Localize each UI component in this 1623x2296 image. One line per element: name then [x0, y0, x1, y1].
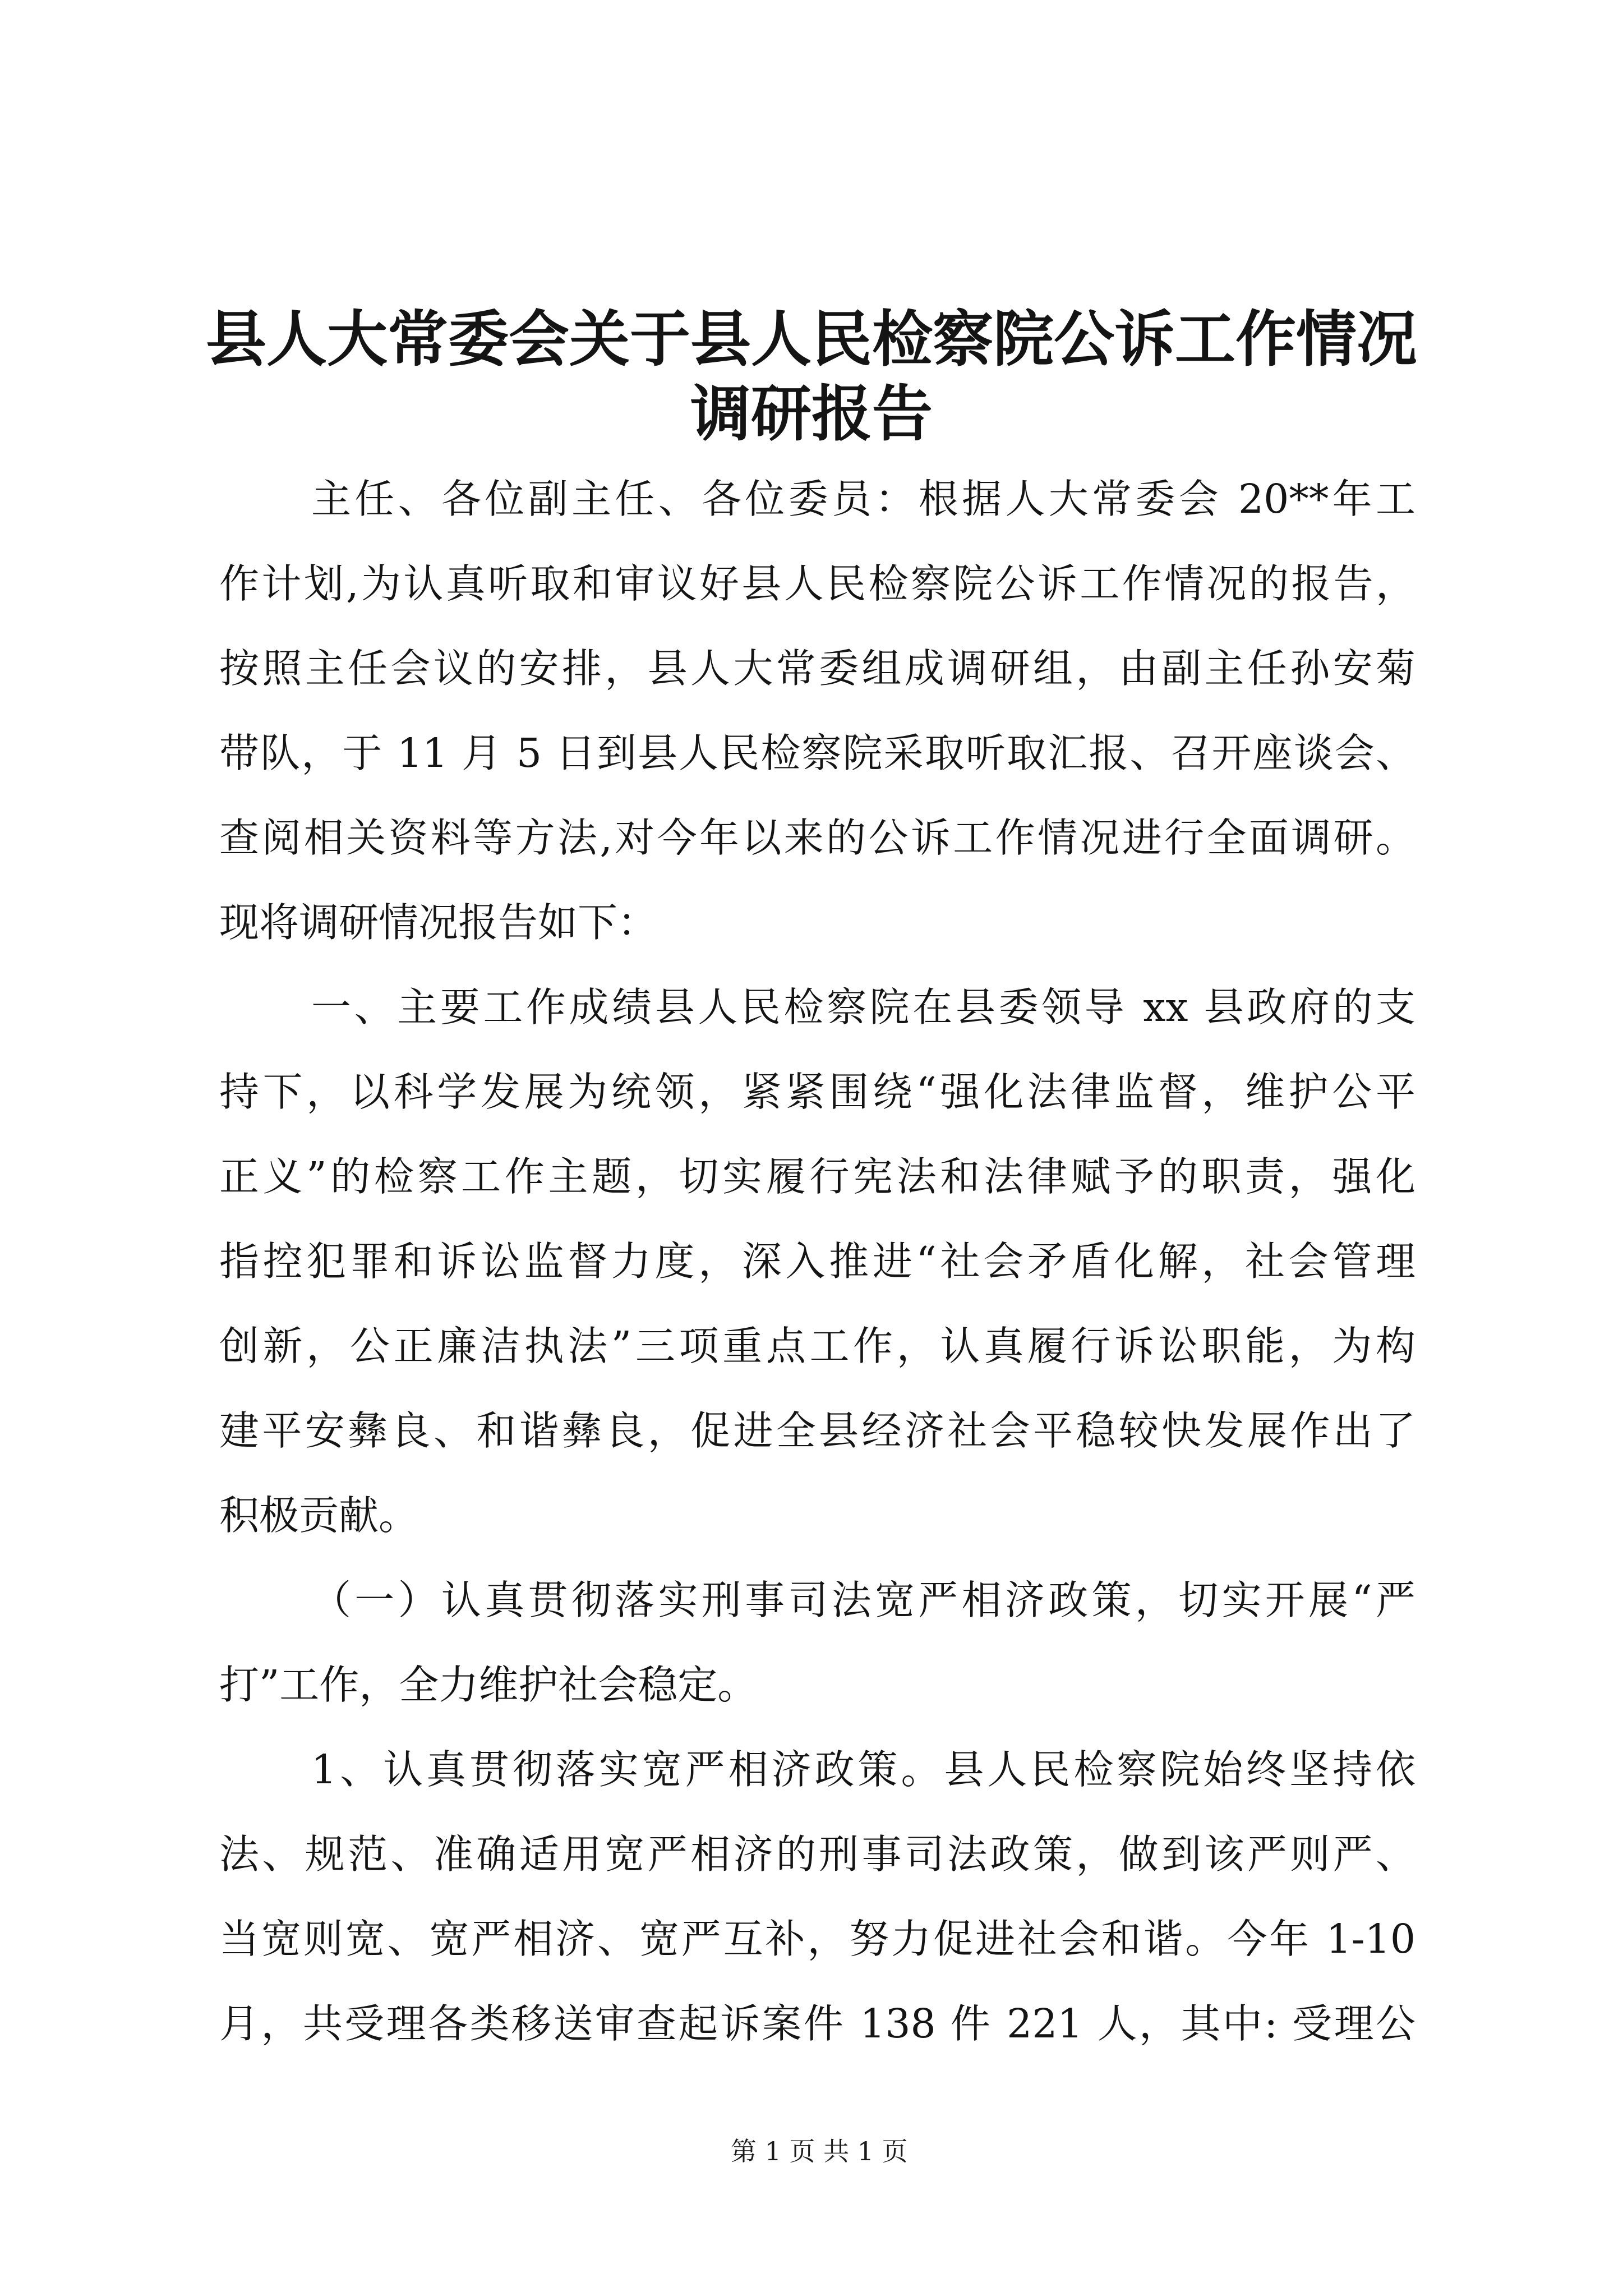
text-line: 作计划,为认真听取和审议好县人民检察院公诉工作情况的报告， [219, 560, 1415, 607]
text-line: 主任、各位副主任、各位委员：根据人大常委会 20**年工 [311, 476, 1415, 522]
text-line: 一、主要工作成绩县人民检察院在县委领导 xx 县政府的支 [311, 984, 1415, 1030]
text-line: 查阅相关资料等方法,对今年以来的公诉工作情况进行全面调研。 [219, 815, 1415, 861]
paragraph [219, 457, 1415, 965]
text-line: 建平安彝良、和谐彝良，促进全县经济社会平稳较快发展作出了 [219, 1407, 1415, 1454]
text-line: 积极贡献。 [219, 1492, 419, 1539]
text-line: 打”工作，全力维护社会稳定。 [219, 1662, 758, 1708]
paragraph [219, 965, 1415, 1558]
paragraph [219, 1727, 1415, 2066]
text-line: 正义”的检察工作主题，切实履行宪法和法律赋予的职责，强化 [219, 1153, 1415, 1200]
text-line: 法、规范、准确适用宽严相济的刑事司法政策，做到该严则严、 [219, 1831, 1415, 1878]
text-line: 当宽则宽、宽严相济、宽严互补，努力促进社会和谐。今年 1-10 [219, 1916, 1415, 1962]
text-line: （一）认真贯彻落实刑事司法宽严相济政策，切实开展“严 [311, 1577, 1415, 1623]
text-line: 按照主任会议的安排，县人大常委组成调研组，由副主任孙安菊 [219, 645, 1415, 692]
text-line: 持下，以科学发展为统领，紧紧围绕“强化法律监督，维护公平 [219, 1069, 1415, 1115]
text-line: 指控犯罪和诉讼监督力度，深入推进“社会矛盾化解，社会管理 [219, 1238, 1415, 1285]
text-line: 现将调研情况报告如下： [219, 899, 658, 946]
title-line: 调研报告 [690, 379, 933, 449]
page-footer: 第 1 页 共 1 页 [731, 2136, 908, 2166]
text-line: 月，共受理各类移送审查起诉案件 138 件 221 人，其中: 受理公 [219, 2000, 1415, 2047]
paragraph [219, 1558, 1415, 1727]
text-line: 1、认真贯彻落实宽严相济政策。县人民检察院始终坚持依 [311, 1746, 1415, 1793]
text-line: 带队，于 11 月 5 日到县人民检察院采取听取汇报、召开座谈会、 [219, 730, 1415, 776]
document-title [0, 302, 1623, 452]
text-line: 创新，公正廉洁执法”三项重点工作，认真履行诉讼职能，为构 [219, 1323, 1415, 1369]
title-line: 县人大常委会关于县人民检察院公诉工作情况 [205, 304, 1417, 375]
document-body [219, 457, 1415, 2066]
